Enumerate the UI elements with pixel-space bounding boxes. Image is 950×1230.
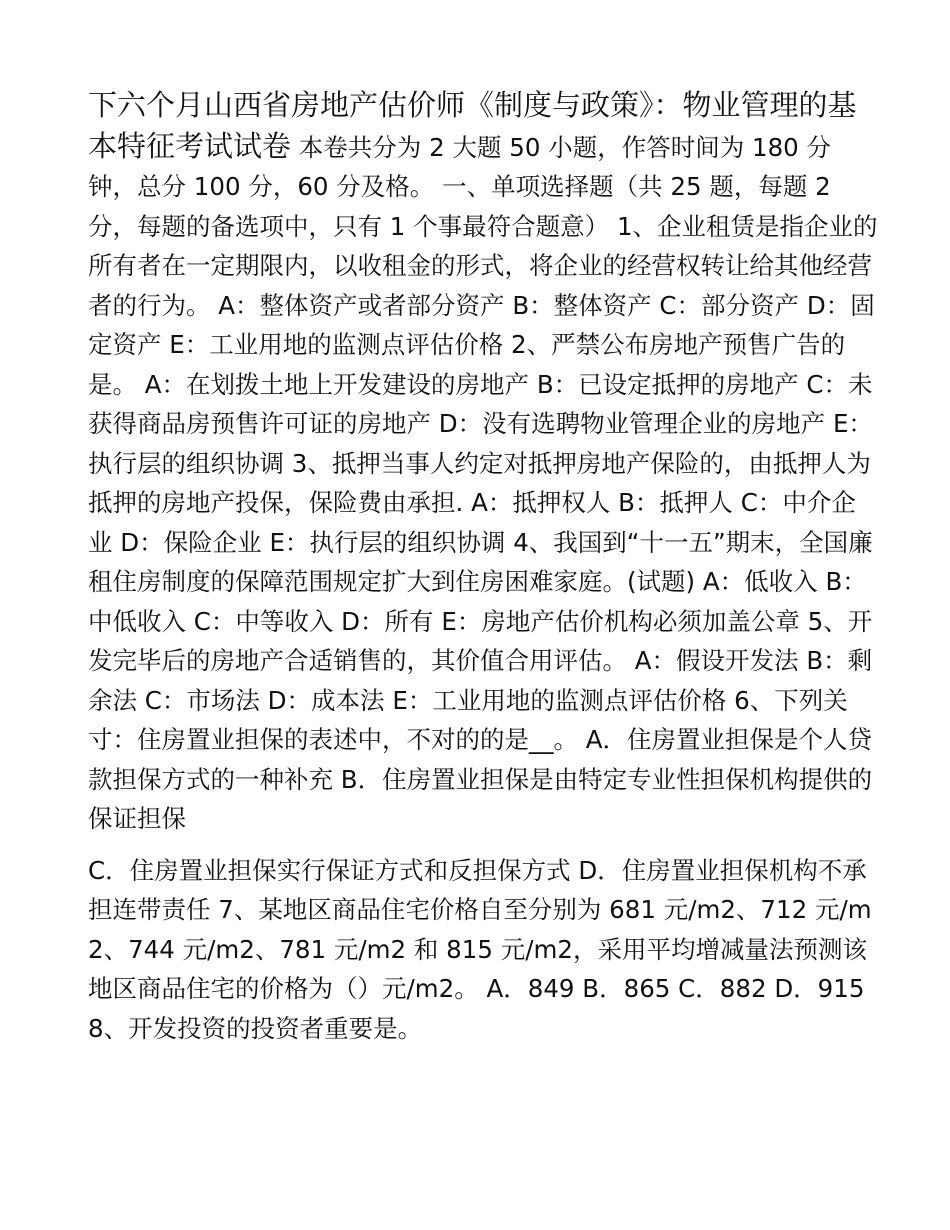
exam-paragraph-1	[88, 86, 878, 839]
exam-title: 下六个月山西省房地产估价师《制度与政策》：物业管理的基本特征考试试卷	[88, 88, 857, 163]
exam-paragraph-1-text: 本卷共分为 2 大题 50 小题，作答时间为 180 分钟，总分 100 分，60 分及格。 一、单项选择题（共 25 题，每题 2 分，每题的备选项中，只有 1 个事最符合题意） 1、企业租赁是指企业的所有者在一定期限内，以收租金的形式，将企业的经营权转让给其他经营者的行为。 A：整体资产或者部分资产 B：整体资产 C：部分资产 D：固定资产 E：工业用地的监测点评估价格 2、严禁公布房地产预售广告的是。 A：在划拨土地上开发建设的房地产 B：已设定抵押的房地产 C：未获得商品房预售许可证的房地产 D：没有选聘物业管理企业的房地产 E：执行层的组织协调 3、抵押当事人约定对抵押房地产保险的，由抵押人为抵押的房地产投保，保险费由承担. A：抵押权人 B：抵押人 C：中介企业 D：保险企业 E：执行层的组织协调 4、我国到“十一五”期末，全国廉租住房制度的保障范围规定扩大到住房困难家庭。(试题) A：低收入 B：中低收入 C：中等收入 D：所有 E：房地产估价机构必须加盖公章 5、开发完毕后的房地产合适销售的，其价值合用评估。 A：假设开发法 B：剩余法 C：市场法 D：成本法 E：工业用地的监测点评估价格 6、下列关寸：住房置业担保的表述中，不对的的是__。 A．住房置业担保是个人贷款担保方式的一种补充 B．住房置业担保是由特定专业性担保机构提供的保证担保	[88, 132, 878, 833]
document-page	[88, 86, 878, 1048]
exam-paragraph-2: C．住房置业担保实行保证方式和反担保方式 D．住房置业担保机构不承担连带责任 7、某地区商品住宅价格自至分别为 681 元/m2、712 元/m2、744 元/m2、781 元/m2 和 815 元/m2，采用平均增减量法预测该地区商品住宅的价格为（）元/m2。 A．849 B．865 C．882 D．915 8、开发投资的投资者重要是。	[88, 855, 872, 1043]
